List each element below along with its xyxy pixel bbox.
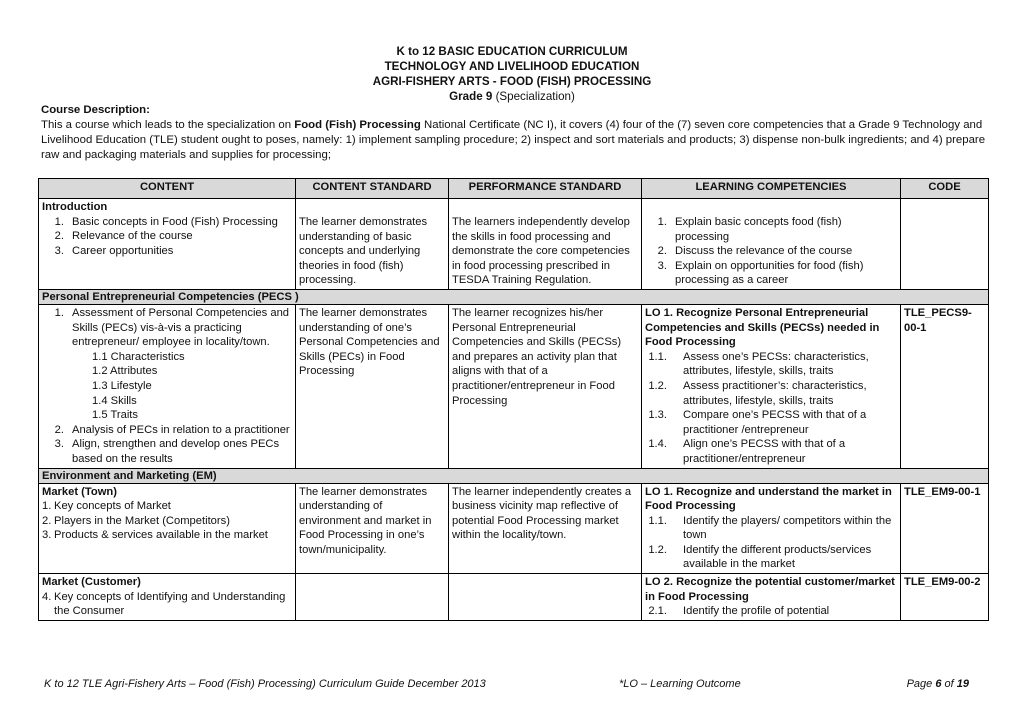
intro-content <box>39 199 296 290</box>
pecs-content <box>39 304 296 468</box>
em-learning-outcome: LO 1. Recognize and understand the market in Food Processing <box>645 485 892 513</box>
header-line-1: K to 12 BASIC EDUCATION CURRICULUM <box>396 45 628 58</box>
header-line-2: TECHNOLOGY AND LIVELIHOOD EDUCATION <box>384 60 640 73</box>
customer-code: TLE_EM9-00-2 <box>901 574 989 621</box>
customer-content <box>39 574 296 621</box>
list-item: 1.2. Identify the different products/services available in the market <box>648 543 872 571</box>
list-item: 1. Explain basic concepts food (fish) processing <box>657 216 842 243</box>
intro-competencies <box>642 199 901 290</box>
customer-competencies <box>642 574 901 621</box>
intro-title: Introduction <box>42 201 108 213</box>
em-performance-standard: The learner independently creates a business vicinity map reflective of potential Food Processing market within the locality/town. <box>449 483 642 574</box>
list-item: 1.3 Lifestyle <box>92 379 152 392</box>
course-description <box>41 103 986 163</box>
footer-guide-title: K to 12 TLE Agri-Fishery Arts – Food (Fish) Processing) Curriculum Guide December 2013 <box>44 678 486 690</box>
em-list <box>42 499 292 543</box>
customer-title: Market (Customer) <box>42 576 141 589</box>
pecs-list <box>42 306 292 350</box>
list-item: 1.1. Identify the players/ competitors within the town <box>648 514 892 542</box>
em-content-standard: The learner demonstrates understanding of environment and market in Food Processing in one’s town/municipality. <box>296 483 449 574</box>
list-item: 2. Relevance of the course <box>54 230 193 243</box>
section-row-em <box>39 468 989 483</box>
table-row <box>39 483 989 574</box>
section-title-em: Environment and Marketing (EM) <box>39 468 989 483</box>
customer-content-standard <box>296 574 449 621</box>
table-row <box>39 574 989 621</box>
list-item: 1.2 Attributes <box>92 365 158 378</box>
em-title: Market (Town) <box>42 485 117 498</box>
em-code: TLE_EM9-00-1 <box>901 483 989 574</box>
header-learning-competencies: LEARNING COMPETENCIES <box>642 179 901 199</box>
list-item: 1.4. Align one’s PECSS with that of a practitioner/entrepreneur <box>648 438 846 465</box>
em-competency-list <box>645 514 897 572</box>
pecs-list-continued <box>42 423 292 467</box>
list-item: 1. Key concepts of Market <box>42 500 171 513</box>
list-item: 1.3. Compare one’s PECSS with that of a practitioner /entrepreneur <box>648 409 867 436</box>
list-item: 2. Analysis of PECs in relation to a practitioner <box>54 423 290 436</box>
intro-list <box>42 215 292 259</box>
pecs-sublist <box>42 350 292 423</box>
list-item: 3. Career opportunities <box>54 244 174 257</box>
table-row <box>39 199 989 290</box>
intro-competency-list <box>645 215 897 288</box>
list-item: 1.2. Assess practitioner’s: characteristics, attributes, lifestyle, skills, traits <box>648 379 867 407</box>
customer-list <box>42 590 292 619</box>
list-item: 1. Assessment of Personal Competencies and Skills (PECs) vis-à-vis a practicing entrepreneur/ employee in locality/town. <box>54 306 290 349</box>
list-item: 4. Key concepts of Identifying and Understanding the Consumer <box>42 590 286 618</box>
table-header-row <box>39 179 989 199</box>
list-item: 1.5 Traits <box>92 409 139 422</box>
pecs-competency-list <box>645 350 897 467</box>
header-performance-standard: PERFORMANCE STANDARD <box>449 179 642 199</box>
course-description-label: Course Description: <box>41 104 150 116</box>
list-item: 3. Products & services available in the market <box>42 529 268 542</box>
customer-competency-list <box>645 604 897 619</box>
section-row-pecs <box>39 289 989 304</box>
list-item: 1. Basic concepts in Food (Fish) Processing <box>54 215 278 228</box>
document-header <box>0 44 1024 104</box>
footer-lo-note: *LO – Learning Outcome <box>619 678 741 690</box>
table-row <box>39 304 989 468</box>
header-content: CONTENT <box>39 179 296 199</box>
pecs-competencies <box>642 304 901 468</box>
pecs-content-standard: The learner demonstrates understanding of one’s Personal Competencies and Skills (PECs) in Food Processing <box>296 304 449 468</box>
pecs-learning-outcome: LO 1. Recognize Personal Entrepreneurial Competencies and Skills (PECSs) needed in Food Processing <box>645 306 880 349</box>
customer-performance-standard <box>449 574 642 621</box>
header-grade: Grade 9 (Specialization) <box>449 90 575 103</box>
em-content <box>39 483 296 574</box>
intro-content-standard: The learner demonstrates understanding of basic concepts and underlying theories in food (fish) processing. <box>296 199 449 290</box>
intro-performance-standard: The learners independently develop the skills in food processing and demonstrate the core competencies in food processing prescribed in TESDA Training Regulation. <box>449 199 642 290</box>
list-item: 1.1. Assess one’s PECSs: characteristics, attributes, lifestyle, skills, traits <box>648 350 869 378</box>
list-item: 1.1 Characteristics <box>92 350 185 363</box>
list-item: 2. Discuss the relevance of the course <box>657 245 853 258</box>
footer-page-number: Page 6 of 19 <box>906 678 969 690</box>
intro-code <box>901 199 989 290</box>
list-item: 1.4 Skills <box>92 394 137 407</box>
pecs-code: TLE_PECS9-00-1 <box>901 304 989 468</box>
header-code: CODE <box>901 179 989 199</box>
course-description-text: This a course which leads to the specialization on Food (Fish) Processing National Certificate (NC I), it covers (4) four of the (7) seven core competencies that a Grade 9 Technology and Livelihood Education (TLE) student ought to poses, namely: 1) implement sampling procedure; 2) inspect and sort materials and products; 3) dispense non-bulk ingredients; and 4) prepare raw and packaging materials and supplies for processing; <box>41 119 986 161</box>
em-competencies <box>642 483 901 574</box>
customer-learning-outcome: LO 2. Recognize the potential customer/market in Food Processing <box>645 576 895 603</box>
header-content-standard: CONTENT STANDARD <box>296 179 449 199</box>
list-item: 2. Players in the Market (Competitors) <box>42 514 230 527</box>
list-item: 3. Align, strengthen and develop ones PECs based on the results <box>54 438 280 465</box>
header-line-3: AGRI-FISHERY ARTS - FOOD (FISH) PROCESSING <box>372 75 652 88</box>
list-item: 2.1. Identify the profile of potential <box>648 605 830 618</box>
curriculum-table <box>38 178 989 621</box>
list-item: 3. Explain on opportunities for food (fish) processing as a career <box>657 259 864 287</box>
pecs-performance-standard: The learner recognizes his/her Personal Entrepreneurial Competencies and Skills (PECSs) and prepares an activity plan that aligns with that of a practitioner/entrepreneur in Food Processing <box>449 304 642 468</box>
section-title-pecs: Personal Entrepreneurial Competencies (PECS ) <box>39 289 989 304</box>
